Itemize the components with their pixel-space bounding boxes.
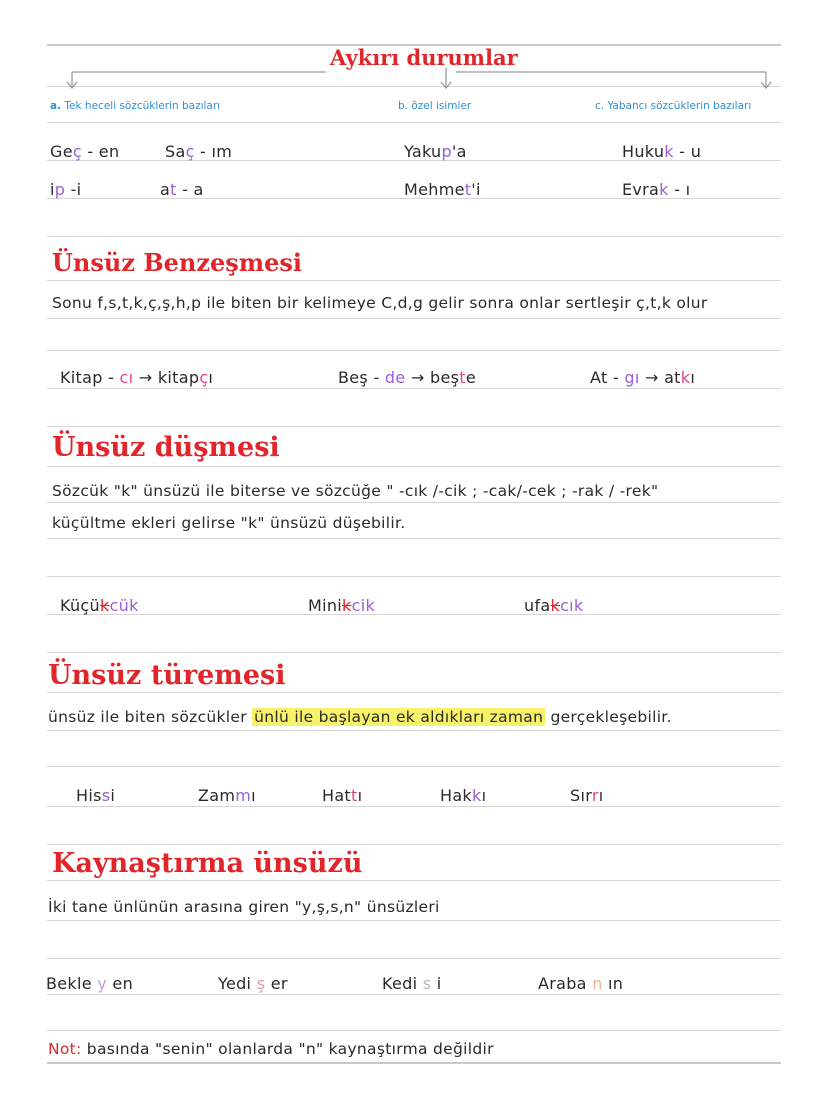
example-zammi: Zammı: [198, 786, 256, 805]
example-kitapci: Kitap - cı → kitapçı: [60, 368, 214, 387]
tureme-rule: ünsüz ile biten sözcükler ünlü ile başlayan ek aldıkları zaman gerçekleşebilir.: [48, 708, 672, 726]
ruled-line: [47, 958, 781, 959]
example-at-a: at - a: [160, 180, 204, 199]
ruled-line: [47, 994, 781, 995]
ruled-line: [47, 318, 781, 319]
example-arabanin: Araba n ın: [538, 974, 624, 993]
example-ufacik: ufakcık: [524, 596, 584, 615]
dusme-rule-line2: küçültme ekleri gelirse "k" ünsüzü düşebilir.: [52, 514, 406, 532]
category-a: a. Tek heceli sözcüklerin bazıları: [50, 100, 221, 112]
kaynastirma-title: Kaynaştırma ünsüzü: [52, 848, 363, 879]
ruled-line: [47, 280, 781, 281]
ruled-line: [47, 236, 781, 237]
example-bekleyen: Bekle y en: [46, 974, 134, 993]
example-hukuk-u: Hukuk - u: [622, 142, 702, 161]
category-c: c. Yabancı sözcüklerin bazıları: [595, 100, 752, 112]
example-yediser: Yedi ş er: [218, 974, 288, 993]
benzesme-rule: Sonu f,s,t,k,ç,ş,h,p ile biten bir kelimeye C,d,g gelir sonra onlar sertleşir ç,t,k olur: [52, 294, 708, 312]
example-sac-im: Saç - ım: [165, 142, 233, 161]
ruled-line: [47, 388, 781, 389]
kaynastirma-rule: İki tane ünlünün arasına giren "y,ş,s,n" ünsüzleri: [48, 898, 440, 916]
example-ip-i: ip -i: [50, 180, 82, 199]
ruled-line: [47, 466, 781, 467]
example-yakupa: Yakup'a: [404, 142, 467, 161]
ruled-line: [47, 766, 781, 767]
ruled-line: [47, 652, 781, 653]
example-gec-en: Geç - en: [50, 142, 120, 161]
branch-arrows: [60, 68, 780, 92]
example-kucukcuk: Küçükcük: [60, 596, 139, 615]
note: Not: basında "senin" olanlarda "n" kaynaştırma değildir: [48, 1040, 494, 1058]
ruled-line: [47, 880, 781, 881]
benzesme-title: Ünsüz Benzeşmesi: [52, 248, 303, 277]
ruled-line: [47, 502, 781, 503]
ruled-line: [47, 806, 781, 807]
ruled-line: [47, 844, 781, 845]
ruled-line: [47, 730, 781, 731]
ruled-line: [47, 350, 781, 351]
example-evrak-i: Evrak - ı: [622, 180, 691, 199]
example-hakki: Hakkı: [440, 786, 487, 805]
tureme-title: Ünsüz türemesi: [48, 660, 286, 691]
ruled-line: [47, 1030, 781, 1031]
ruled-line: [47, 920, 781, 921]
example-sirri: Sırrı: [570, 786, 604, 805]
dusme-title: Ünsüz düşmesi: [52, 432, 280, 463]
example-minicik: Minikcik: [308, 596, 376, 615]
example-beste: Beş - de → beşte: [338, 368, 476, 387]
page-bottom-rule: [47, 1062, 781, 1064]
ruled-line: [47, 614, 781, 615]
example-mehmeti: Mehmet'i: [404, 180, 481, 199]
example-kedisi: Kedi s i: [382, 974, 442, 993]
ruled-line: [47, 122, 781, 123]
example-hatti: Hattı: [322, 786, 363, 805]
category-b: b. özel isimler: [398, 100, 472, 112]
ruled-line: [47, 426, 781, 427]
ruled-line: [47, 692, 781, 693]
ruled-line: [47, 576, 781, 577]
aykiri-title: Aykırı durumlar: [330, 45, 518, 70]
example-hissi: Hissi: [76, 786, 116, 805]
dusme-rule-line1: Sözcük "k" ünsüzü ile biterse ve sözcüğe " -cık /-cik ; -cak/-cek ; -rak / -rek": [52, 482, 659, 500]
example-atki: At - gı → atkı: [590, 368, 696, 387]
ruled-line: [47, 538, 781, 539]
